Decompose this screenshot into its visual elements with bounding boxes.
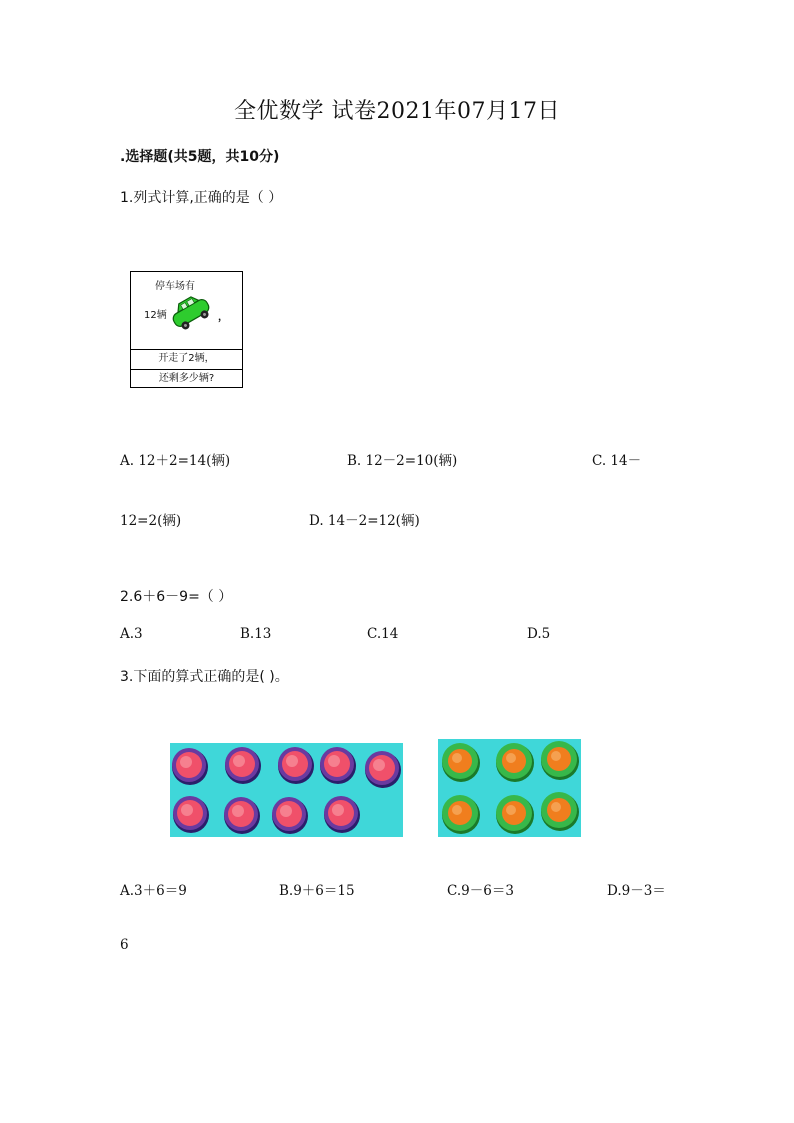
green-car-icon xyxy=(168,292,214,334)
q1-option-a[interactable]: A. 12＋2=14(辆) xyxy=(120,453,231,469)
green-counters-graphic xyxy=(438,739,581,837)
parking-count: 12辆 xyxy=(144,310,167,321)
page-title: 全优数学 试卷2021年07月17日 xyxy=(234,99,560,124)
parking-line3: 还剩多少辆? xyxy=(158,373,215,384)
parking-line1: 停车场有 xyxy=(155,281,195,292)
green-counters-panel xyxy=(438,739,581,837)
q1-option-c-continued[interactable]: 12=2(辆) xyxy=(120,513,182,529)
q1-option-b[interactable]: B. 12－2=10(辆) xyxy=(347,453,458,469)
q2-option-d[interactable]: D.5 xyxy=(527,626,551,642)
q3-option-b[interactable]: B.9＋6＝15 xyxy=(279,883,355,899)
parking-lot-figure xyxy=(130,271,243,388)
q1-option-d[interactable]: D. 14－2=12(辆) xyxy=(309,513,420,529)
q3-option-d[interactable]: D.9－3＝ xyxy=(607,883,666,899)
q2-option-a[interactable]: A.3 xyxy=(120,626,143,642)
parking-figure-top xyxy=(131,272,242,350)
q2-option-b[interactable]: B.13 xyxy=(240,626,272,642)
question-2-stem: 2.6＋6－9=（ ） xyxy=(120,589,233,605)
section-header: .选择题(共5题，共10分) xyxy=(120,149,280,165)
question-3-stem: 3.下面的算式正确的是( )。 xyxy=(120,669,289,685)
q3-option-c[interactable]: C.9－6＝3 xyxy=(447,883,514,899)
parking-comma: ， xyxy=(218,312,228,323)
red-counters-graphic xyxy=(170,743,403,837)
q3-option-a[interactable]: A.3＋6＝9 xyxy=(120,883,187,899)
q1-option-c[interactable]: C. 14－ xyxy=(592,453,642,469)
q2-option-c[interactable]: C.14 xyxy=(367,626,399,642)
question-1-stem: 1.列式计算,正确的是（ ） xyxy=(120,190,283,206)
parking-line2: 开走了2辆， xyxy=(131,349,242,370)
q3-option-d-continued[interactable]: 6 xyxy=(120,937,129,953)
red-counters-panel xyxy=(170,743,403,837)
